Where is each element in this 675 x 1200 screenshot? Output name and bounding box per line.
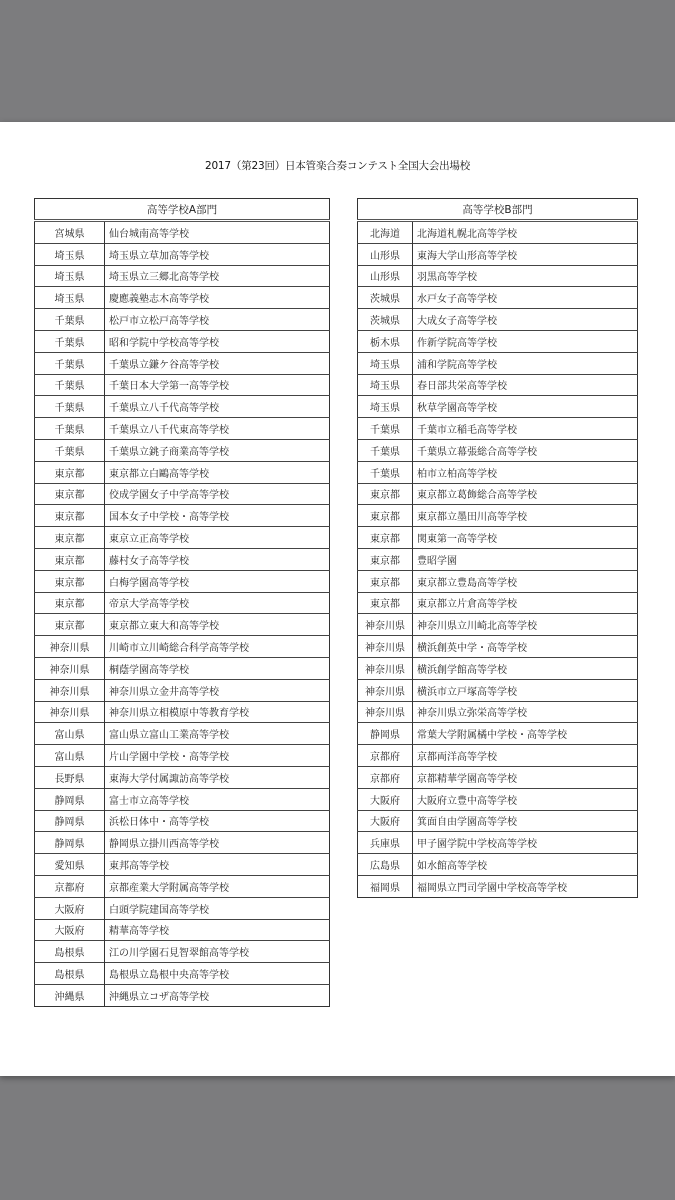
prefecture-cell: 宮城県 — [35, 221, 105, 244]
school-name-cell: 富士市立高等学校 — [105, 788, 330, 810]
school-name-cell: 関東第一高等学校 — [413, 527, 638, 549]
division-a-header: 高等学校A部門 — [35, 199, 330, 221]
school-name-cell: 桐蔭学園高等学校 — [105, 657, 330, 679]
school-name-cell: 大成女子高等学校 — [413, 309, 638, 331]
table-row — [358, 221, 638, 244]
school-name-cell: 横浜市立戸塚高等学校 — [413, 679, 638, 701]
school-name-cell: 神奈川県立弥栄高等学校 — [413, 701, 638, 723]
table-row — [35, 636, 330, 658]
table-row — [358, 374, 638, 396]
school-name-cell: 松戸市立松戸高等学校 — [105, 309, 330, 331]
school-name-cell: 京都産業大学附属高等学校 — [105, 875, 330, 897]
prefecture-cell: 愛知県 — [35, 854, 105, 876]
school-name-cell: 羽黒高等学校 — [413, 265, 638, 287]
school-name-cell: 千葉県立銚子商業高等学校 — [105, 439, 330, 461]
school-name-cell: 仙台城南高等学校 — [105, 221, 330, 244]
prefecture-cell: 東京都 — [35, 592, 105, 614]
school-name-cell: 千葉市立稲毛高等学校 — [413, 418, 638, 440]
school-name-cell: 精華高等学校 — [105, 919, 330, 941]
school-name-cell: 江の川学園石見智翠館高等学校 — [105, 941, 330, 963]
school-name-cell: 東京都立片倉高等学校 — [413, 592, 638, 614]
school-name-cell: 東海大学山形高等学校 — [413, 243, 638, 265]
prefecture-cell: 千葉県 — [35, 418, 105, 440]
prefecture-cell: 島根県 — [35, 963, 105, 985]
table-row — [358, 614, 638, 636]
prefecture-cell: 埼玉県 — [358, 396, 413, 418]
table-row — [358, 636, 638, 658]
prefecture-cell: 埼玉県 — [358, 374, 413, 396]
table-row — [358, 330, 638, 352]
school-name-cell: 浦和学院高等学校 — [413, 352, 638, 374]
table-row — [358, 396, 638, 418]
prefecture-cell: 北海道 — [358, 221, 413, 244]
school-name-cell: 春日部共栄高等学校 — [413, 374, 638, 396]
prefecture-cell: 静岡県 — [35, 832, 105, 854]
school-name-cell: 静岡県立掛川西高等学校 — [105, 832, 330, 854]
school-name-cell: 昭和学院中学校高等学校 — [105, 330, 330, 352]
table-row — [35, 396, 330, 418]
table-row — [35, 810, 330, 832]
table-row — [35, 287, 330, 309]
prefecture-cell: 埼玉県 — [35, 287, 105, 309]
school-name-cell: 水戸女子高等学校 — [413, 287, 638, 309]
school-name-cell: 秋草学園高等学校 — [413, 396, 638, 418]
table-row — [35, 614, 330, 636]
document-title: 2017（第23回）日本管楽合奏コンテスト全国大会出場校 — [204, 160, 471, 172]
table-row — [35, 766, 330, 788]
prefecture-cell: 大阪府 — [358, 810, 413, 832]
prefecture-cell: 東京都 — [358, 592, 413, 614]
school-name-cell: 千葉日本大学第一高等学校 — [105, 374, 330, 396]
prefecture-cell: 東京都 — [358, 483, 413, 505]
prefecture-cell: 埼玉県 — [358, 352, 413, 374]
prefecture-cell: 東京都 — [358, 505, 413, 527]
table-row — [358, 679, 638, 701]
school-name-cell: 横浜創学館高等学校 — [413, 657, 638, 679]
table-row — [358, 723, 638, 745]
table-row — [35, 854, 330, 876]
school-name-cell: 東京都立白鷗高等学校 — [105, 461, 330, 483]
school-name-cell: 神奈川県立川崎北高等学校 — [413, 614, 638, 636]
prefecture-cell: 東京都 — [358, 570, 413, 592]
table-row — [358, 243, 638, 265]
prefecture-cell: 千葉県 — [35, 352, 105, 374]
prefecture-cell: 埼玉県 — [35, 265, 105, 287]
table-row — [358, 505, 638, 527]
prefecture-cell: 茨城県 — [358, 287, 413, 309]
prefecture-cell: 千葉県 — [35, 374, 105, 396]
table-row — [35, 374, 330, 396]
school-name-cell: 川崎市立川崎総合科学高等学校 — [105, 636, 330, 658]
school-name-cell: 帝京大学高等学校 — [105, 592, 330, 614]
table-row — [35, 723, 330, 745]
school-name-cell: 千葉県立八千代高等学校 — [105, 396, 330, 418]
prefecture-cell: 東京都 — [358, 548, 413, 570]
table-row — [35, 527, 330, 549]
table-row — [35, 330, 330, 352]
prefecture-cell: 神奈川県 — [358, 614, 413, 636]
prefecture-cell: 島根県 — [35, 941, 105, 963]
prefecture-cell: 神奈川県 — [35, 636, 105, 658]
school-name-cell: 如水館高等学校 — [413, 854, 638, 876]
prefecture-cell: 茨城県 — [358, 309, 413, 331]
table-row — [358, 483, 638, 505]
school-name-cell: 東京都立葛飾総合高等学校 — [413, 483, 638, 505]
school-name-cell: 東海大学付属諏訪高等学校 — [105, 766, 330, 788]
table-row — [35, 701, 330, 723]
table-row — [358, 309, 638, 331]
school-name-cell: 沖縄県立コザ高等学校 — [105, 984, 330, 1006]
school-name-cell: 東京都立東大和高等学校 — [105, 614, 330, 636]
prefecture-cell: 静岡県 — [35, 788, 105, 810]
table-row — [358, 766, 638, 788]
prefecture-cell: 神奈川県 — [358, 701, 413, 723]
school-name-cell: 作新学院高等学校 — [413, 330, 638, 352]
school-name-cell: 埼玉県立三郷北高等学校 — [105, 265, 330, 287]
table-row — [35, 570, 330, 592]
school-name-cell: 東京都立墨田川高等学校 — [413, 505, 638, 527]
table-row — [358, 745, 638, 767]
prefecture-cell: 神奈川県 — [358, 636, 413, 658]
table-row — [35, 941, 330, 963]
table-row — [35, 788, 330, 810]
table-row — [35, 221, 330, 244]
school-name-cell: 甲子園学院中学校高等学校 — [413, 832, 638, 854]
division-b-header: 高等学校B部門 — [358, 199, 638, 221]
table-row — [358, 875, 638, 897]
prefecture-cell: 千葉県 — [358, 439, 413, 461]
prefecture-cell: 千葉県 — [358, 418, 413, 440]
school-name-cell: 藤村女子高等学校 — [105, 548, 330, 570]
prefecture-cell: 福岡県 — [358, 875, 413, 897]
table-row — [358, 418, 638, 440]
school-name-cell: 富山県立富山工業高等学校 — [105, 723, 330, 745]
prefecture-cell: 京都府 — [35, 875, 105, 897]
table-row — [35, 745, 330, 767]
table-row — [35, 897, 330, 919]
prefecture-cell: 東京都 — [35, 483, 105, 505]
prefecture-cell: 大阪府 — [358, 788, 413, 810]
school-name-cell: 京都精華学園高等学校 — [413, 766, 638, 788]
table-row — [358, 657, 638, 679]
prefecture-cell: 神奈川県 — [35, 679, 105, 701]
school-name-cell: 豊昭学園 — [413, 548, 638, 570]
table-row — [35, 483, 330, 505]
school-name-cell: 東京立正高等学校 — [105, 527, 330, 549]
school-name-cell: 京都両洋高等学校 — [413, 745, 638, 767]
division-b-body — [358, 221, 638, 898]
school-name-cell: 千葉県立幕張総合高等学校 — [413, 439, 638, 461]
prefecture-cell: 兵庫県 — [358, 832, 413, 854]
prefecture-cell: 富山県 — [35, 723, 105, 745]
prefecture-cell: 神奈川県 — [358, 657, 413, 679]
prefecture-cell: 山形県 — [358, 265, 413, 287]
table-row — [358, 854, 638, 876]
prefecture-cell: 埼玉県 — [35, 243, 105, 265]
school-name-cell: 大阪府立豊中高等学校 — [413, 788, 638, 810]
table-row — [35, 963, 330, 985]
school-name-cell: 柏市立柏高等学校 — [413, 461, 638, 483]
prefecture-cell: 千葉県 — [35, 309, 105, 331]
school-name-cell: 神奈川県立相模原中等教育学校 — [105, 701, 330, 723]
table-row — [35, 548, 330, 570]
table-row — [35, 352, 330, 374]
table-row — [35, 461, 330, 483]
prefecture-cell: 京都府 — [358, 745, 413, 767]
school-name-cell: 神奈川県立金井高等学校 — [105, 679, 330, 701]
table-row — [35, 439, 330, 461]
table-row — [358, 461, 638, 483]
table-row — [358, 810, 638, 832]
school-name-cell: 白頭学院建国高等学校 — [105, 897, 330, 919]
prefecture-cell: 東京都 — [35, 614, 105, 636]
prefecture-cell: 千葉県 — [35, 396, 105, 418]
table-row — [358, 352, 638, 374]
prefecture-cell: 東京都 — [35, 461, 105, 483]
prefecture-cell: 長野県 — [35, 766, 105, 788]
table-row — [358, 287, 638, 309]
division-b-table — [357, 198, 638, 898]
school-name-cell: 千葉県立八千代東高等学校 — [105, 418, 330, 440]
school-name-cell: 島根県立島根中央高等学校 — [105, 963, 330, 985]
prefecture-cell: 静岡県 — [358, 723, 413, 745]
school-name-cell: 慶應義塾志木高等学校 — [105, 287, 330, 309]
table-row — [358, 548, 638, 570]
table-row — [35, 505, 330, 527]
prefecture-cell: 山形県 — [358, 243, 413, 265]
school-name-cell: 福岡県立門司学園中学校高等学校 — [413, 875, 638, 897]
prefecture-cell: 千葉県 — [358, 461, 413, 483]
prefecture-cell: 大阪府 — [35, 919, 105, 941]
table-row — [35, 919, 330, 941]
school-name-cell: 埼玉県立草加高等学校 — [105, 243, 330, 265]
prefecture-cell: 富山県 — [35, 745, 105, 767]
prefecture-cell: 東京都 — [35, 527, 105, 549]
prefecture-cell: 広島県 — [358, 854, 413, 876]
prefecture-cell: 千葉県 — [35, 439, 105, 461]
school-name-cell: 箕面自由学園高等学校 — [413, 810, 638, 832]
school-name-cell: 横浜創英中学・高等学校 — [413, 636, 638, 658]
school-name-cell: 東京都立豊島高等学校 — [413, 570, 638, 592]
school-name-cell: 白梅学園高等学校 — [105, 570, 330, 592]
prefecture-cell: 東京都 — [358, 527, 413, 549]
table-row — [358, 527, 638, 549]
division-a-table — [34, 198, 330, 1007]
prefecture-cell: 東京都 — [35, 505, 105, 527]
table-row — [358, 439, 638, 461]
school-name-cell: 国本女子中学校・高等学校 — [105, 505, 330, 527]
table-row — [35, 592, 330, 614]
table-row — [358, 570, 638, 592]
table-row — [35, 309, 330, 331]
prefecture-cell: 東京都 — [35, 548, 105, 570]
school-name-cell: 常葉大学附属橘中学校・高等学校 — [413, 723, 638, 745]
prefecture-cell: 東京都 — [35, 570, 105, 592]
table-row — [358, 701, 638, 723]
prefecture-cell: 静岡県 — [35, 810, 105, 832]
prefecture-cell: 神奈川県 — [358, 679, 413, 701]
table-row — [35, 657, 330, 679]
table-row — [358, 832, 638, 854]
table-row — [35, 418, 330, 440]
prefecture-cell: 千葉県 — [35, 330, 105, 352]
division-a-body — [35, 221, 330, 1007]
prefecture-cell: 神奈川県 — [35, 657, 105, 679]
school-name-cell: 片山学園中学校・高等学校 — [105, 745, 330, 767]
prefecture-cell: 栃木県 — [358, 330, 413, 352]
prefecture-cell: 沖縄県 — [35, 984, 105, 1006]
table-row — [358, 788, 638, 810]
school-name-cell: 北海道札幌北高等学校 — [413, 221, 638, 244]
school-name-cell: 東邦高等学校 — [105, 854, 330, 876]
prefecture-cell: 大阪府 — [35, 897, 105, 919]
table-row — [35, 984, 330, 1006]
prefecture-cell: 神奈川県 — [35, 701, 105, 723]
table-row — [35, 265, 330, 287]
school-name-cell: 佼成学園女子中学高等学校 — [105, 483, 330, 505]
table-row — [35, 832, 330, 854]
table-row — [35, 875, 330, 897]
table-row — [358, 592, 638, 614]
document-page — [0, 122, 675, 1076]
school-name-cell: 千葉県立鎌ケ谷高等学校 — [105, 352, 330, 374]
prefecture-cell: 京都府 — [358, 766, 413, 788]
table-row — [35, 679, 330, 701]
table-row — [358, 265, 638, 287]
school-name-cell: 浜松日体中・高等学校 — [105, 810, 330, 832]
table-row — [35, 243, 330, 265]
